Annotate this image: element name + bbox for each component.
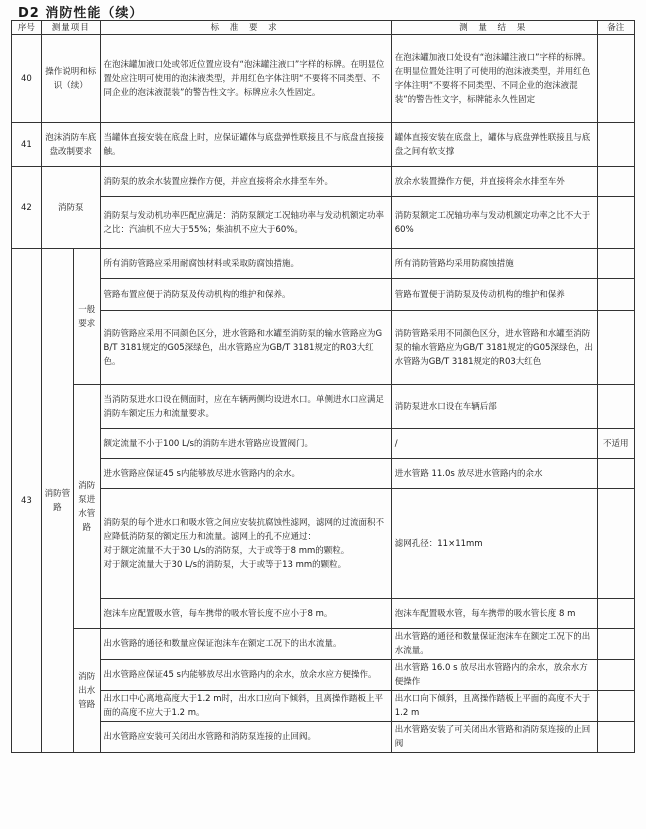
requirement-cell: 出水管路应保证45 s内能够放尽出水管路内的余水，放余水应方便操作。 bbox=[100, 660, 391, 691]
header-result: 测 量 结 果 bbox=[391, 21, 597, 35]
subgroup-label: 一般要求 bbox=[73, 249, 100, 385]
result-cell: 泡沫车配置吸水管，每车携带的吸水管长度 8 m bbox=[391, 599, 597, 629]
result-cell: / bbox=[391, 429, 597, 459]
table-row bbox=[12, 722, 635, 753]
row-number: 40 bbox=[12, 35, 42, 123]
header-item: 测量项目 bbox=[41, 21, 100, 35]
result-cell: 出水管路安装了可关闭出水管路和消防泵连接的止回阀 bbox=[391, 722, 597, 753]
header-note: 备注 bbox=[597, 21, 634, 35]
note-cell bbox=[597, 459, 634, 489]
requirement-cell: 所有消防管路应采用耐腐蚀材料或采取防腐蚀措施。 bbox=[100, 249, 391, 279]
requirement-cell: 当罐体直接安装在底盘上时，应保证罐体与底盘弹性联接且不与底盘直接接触。 bbox=[100, 123, 391, 167]
note-cell bbox=[597, 599, 634, 629]
table-row bbox=[12, 489, 635, 599]
note-cell bbox=[597, 722, 634, 753]
requirement-cell: 在泡沫罐加液口处或邻近位置应设有“泡沫罐注液口”字样的标牌。在明显位置处应注明可使用的泡沫液类型，并用红色字体注明“不要将不同类型、不同企业的泡沫液混装”的警告性文字。标牌应永久性固定。 bbox=[100, 35, 391, 123]
note-cell bbox=[597, 385, 634, 429]
result-cell: 消防管路采用不同颜色区分，进水管路和水罐至消防泵的输水管路应为GB/T 3181规定的G05深绿色，出水管路为GB/T 3181规定的R03大红色 bbox=[391, 311, 597, 385]
result-cell: 所有消防管路均采用防腐蚀措施 bbox=[391, 249, 597, 279]
table-row bbox=[12, 279, 635, 311]
row-number: 41 bbox=[12, 123, 42, 167]
note-cell bbox=[597, 660, 634, 691]
result-cell: 滤网孔径：11×11mm bbox=[391, 489, 597, 599]
requirement-cell: 消防泵的每个进水口和吸水管之间应安装抗腐蚀性滤网，滤网的过流面积不应降低消防泵的额定压力和流量。滤网上的孔不应通过： 对于额定流量不大于30 L/s的消防泵，大于或等于8 mm的颗粒。 对于额定流量大于30 L/s的消防泵，大于或等于13 mm的颗粒。 bbox=[100, 489, 391, 599]
table-row bbox=[12, 429, 635, 459]
note-cell bbox=[597, 35, 634, 123]
requirement-cell: 额定流量不小于100 L/s的消防车进水管路应设置阀门。 bbox=[100, 429, 391, 459]
item-name: 泡沫消防车底盘改制要求 bbox=[41, 123, 100, 167]
table-row bbox=[12, 197, 635, 249]
requirement-cell: 出水管路应安装可关闭出水管路和消防泵连接的止回阀。 bbox=[100, 722, 391, 753]
note-cell bbox=[597, 629, 634, 660]
result-cell: 在泡沫罐加液口处设有“泡沫罐注液口”字样的标牌。在明显位置处注明了可使用的泡沫液类型，并用红色字体注明“不要将不同类型、不同企业的泡沫液混装”的警告性文字，标牌能永久性固定 bbox=[391, 35, 597, 123]
requirement-cell: 进水管路应保证45 s内能够放尽进水管路内的余水。 bbox=[100, 459, 391, 489]
result-cell: 出水口向下倾斜，且离操作踏板上平面的高度不大于1.2 m bbox=[391, 691, 597, 722]
note-cell bbox=[597, 489, 634, 599]
table-row bbox=[12, 311, 635, 385]
subgroup-label: 消防泵进水管路 bbox=[73, 385, 100, 629]
requirement-cell: 管路布置应便于消防泵及传动机构的维护和保养。 bbox=[100, 279, 391, 311]
requirement-cell: 出水管路的通径和数量应保证泡沫车在额定工况下的出水流量。 bbox=[100, 629, 391, 660]
note-cell: 不适用 bbox=[597, 429, 634, 459]
header-seq: 序号 bbox=[12, 21, 42, 35]
requirement-cell: 消防泵与发动机功率匹配应满足：消防泵额定工况轴功率与发动机额定功率之比：汽油机不应大于55%；柴油机不应大于60%。 bbox=[100, 197, 391, 249]
note-cell bbox=[597, 279, 634, 311]
result-cell: 管路布置便于消防泵及传动机构的维护和保养 bbox=[391, 279, 597, 311]
table-row bbox=[12, 660, 635, 691]
requirement-cell: 出水口中心离地高度大于1.2 m时，出水口应向下倾斜，且离操作踏板上平面的高度不应大于1.2 m。 bbox=[100, 691, 391, 722]
note-cell bbox=[597, 197, 634, 249]
table-row bbox=[12, 599, 635, 629]
note-cell bbox=[597, 167, 634, 197]
table-header-row bbox=[12, 21, 635, 35]
result-cell: 罐体直接安装在底盘上，罐体与底盘弹性联接且与底盘之间有软支撑 bbox=[391, 123, 597, 167]
requirement-cell: 消防管路应采用不同颜色区分，进水管路和水罐至消防泵的输水管路应为GB/T 3181规定的G05深绿色，出水管路应为GB/T 3181规定的R03大红色。 bbox=[100, 311, 391, 385]
table-row bbox=[12, 691, 635, 722]
result-cell: 进水管路 11.0s 放尽进水管路内的余水 bbox=[391, 459, 597, 489]
result-cell: 放余水装置操作方便，并直接将余水排至车外 bbox=[391, 167, 597, 197]
result-cell: 消防泵进水口设在车辆后部 bbox=[391, 385, 597, 429]
header-standard: 标 准 要 求 bbox=[100, 21, 391, 35]
result-cell: 出水管路 16.0 s 放尽出水管路内的余水，放余水方便操作 bbox=[391, 660, 597, 691]
table-row bbox=[12, 629, 635, 660]
item-name: 操作说明和标识（续） bbox=[41, 35, 100, 123]
note-cell bbox=[597, 691, 634, 722]
note-cell bbox=[597, 249, 634, 279]
requirement-cell: 泡沫车应配置吸水管，每车携带的吸水管长度不应小于8 m。 bbox=[100, 599, 391, 629]
table-row bbox=[12, 35, 635, 123]
table-row bbox=[12, 459, 635, 489]
page-title: D2 消防性能（续） bbox=[18, 6, 144, 21]
table-row bbox=[12, 249, 635, 279]
item-name: 消防泵 bbox=[41, 167, 100, 249]
row-number: 42 bbox=[12, 167, 42, 249]
result-cell: 出水管路的通径和数量保证泡沫车在额定工况下的出水流量。 bbox=[391, 629, 597, 660]
note-cell bbox=[597, 123, 634, 167]
item-name: 消防管路 bbox=[41, 249, 73, 753]
table-row bbox=[12, 167, 635, 197]
table-row bbox=[12, 123, 635, 167]
result-cell: 消防泵额定工况轴功率与发动机额定功率之比不大于60% bbox=[391, 197, 597, 249]
row-number: 43 bbox=[12, 249, 42, 753]
subgroup-label: 消防出水管路 bbox=[73, 629, 100, 753]
requirement-cell: 当消防泵进水口设在侧面时，应在车辆两侧均设进水口。单侧进水口应满足消防车额定压力和流量要求。 bbox=[100, 385, 391, 429]
requirement-cell: 消防泵的放余水装置应操作方便，并应直接将余水排至车外。 bbox=[100, 167, 391, 197]
spec-table bbox=[11, 20, 635, 753]
note-cell bbox=[597, 311, 634, 385]
table-row bbox=[12, 385, 635, 429]
